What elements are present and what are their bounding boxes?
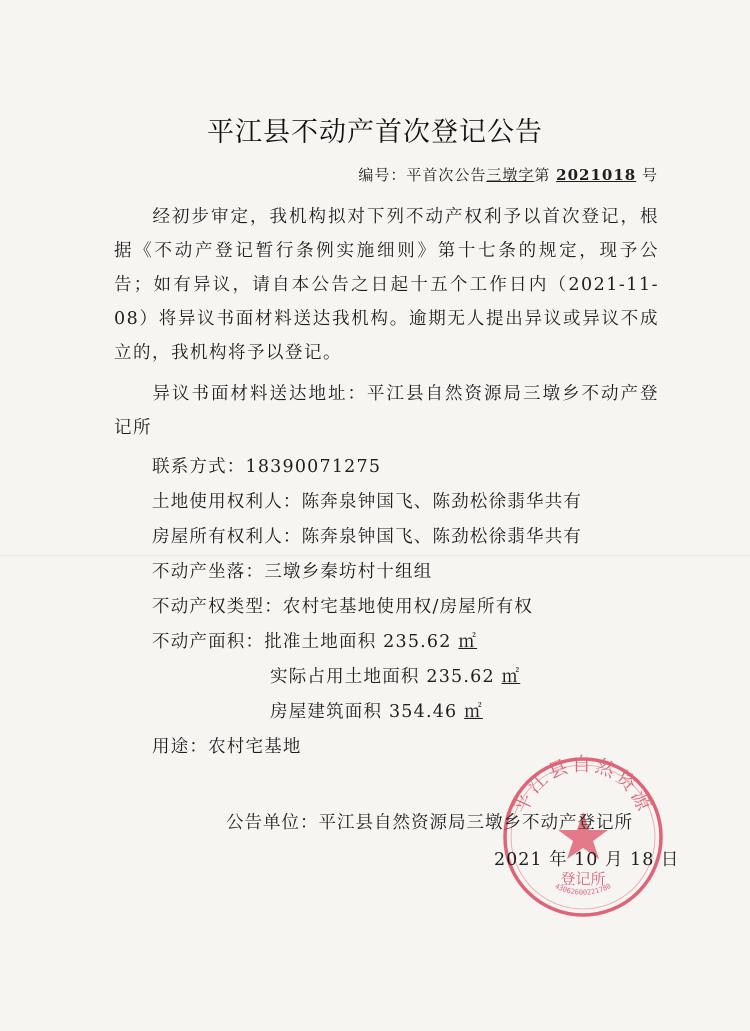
seal-code: 43062600221780 bbox=[553, 882, 613, 897]
body-paragraph-1 bbox=[114, 200, 659, 370]
docno-region: 三墩字 bbox=[486, 166, 535, 184]
area-approved-unit: ㎡ bbox=[458, 632, 478, 652]
usage-line: 用途：农村宅基地 bbox=[152, 737, 302, 757]
announcing-unit: 公告单位：平江县自然资源局三墩乡不动产登记所 bbox=[226, 813, 633, 833]
announcement-date: 2021 年 10 月 18 日 bbox=[494, 850, 680, 870]
house-owner-line: 房屋所有权利人：陈奔泉钟国飞、陈劲松徐翡华共有 bbox=[152, 527, 583, 547]
area-actual-unit: ㎡ bbox=[501, 667, 521, 687]
area-approved: 批准土地面积 235.62 bbox=[264, 632, 459, 652]
docno-number: 2021018 bbox=[556, 166, 637, 184]
land-owner-line: 土地使用权利人：陈奔泉钟国飞、陈劲松徐翡华共有 bbox=[152, 492, 583, 512]
docno-suffix: 号 bbox=[641, 166, 658, 184]
docno-prefix: 编号：平首次公告 bbox=[358, 166, 487, 184]
paper-crease bbox=[0, 555, 750, 556]
area-actual: 实际占用土地面积 235.62 bbox=[270, 667, 502, 687]
official-seal bbox=[498, 752, 668, 922]
area-label: 不动产面积： bbox=[152, 632, 265, 652]
body-paragraph-2 bbox=[114, 377, 659, 445]
area-building-line bbox=[270, 698, 483, 723]
right-type-line: 不动产权类型：农村宅基地使用权/房屋所有权 bbox=[152, 597, 534, 617]
body-paragraph-1-text: 经初步审定，我机构拟对下列不动产权利予以首次登记，根据《不动产登记暂行条例实施细则》第十七条的规定，现予公告；如有异议，请自本公告之日起十五个工作日内（2021-11-08）将异议书面材料送达我机构。逾期无人提出异议或异议不成立的，我机构将予以登记。 bbox=[114, 207, 659, 363]
docno-mid: 第 bbox=[534, 166, 551, 184]
seal-text-top: 平江县自然资源 bbox=[510, 753, 656, 817]
area-approved-line bbox=[152, 628, 477, 653]
contact-line: 联系方式：18390071275 bbox=[152, 457, 382, 477]
area-actual-line bbox=[270, 663, 520, 688]
area-building-unit: ㎡ bbox=[464, 702, 483, 722]
seal-text-bottom: 登记所 bbox=[560, 870, 606, 888]
location-line: 不动产坐落：三墩乡秦坊村十组组 bbox=[152, 562, 433, 582]
notice-title: 平江县不动产首次登记公告 bbox=[207, 117, 543, 148]
area-building: 房屋建筑面积 354.46 bbox=[270, 702, 465, 722]
document-number bbox=[358, 164, 658, 185]
body-paragraph-2-text: 异议书面材料送达地址：平江县自然资源局三墩乡不动产登记所 bbox=[114, 384, 659, 438]
